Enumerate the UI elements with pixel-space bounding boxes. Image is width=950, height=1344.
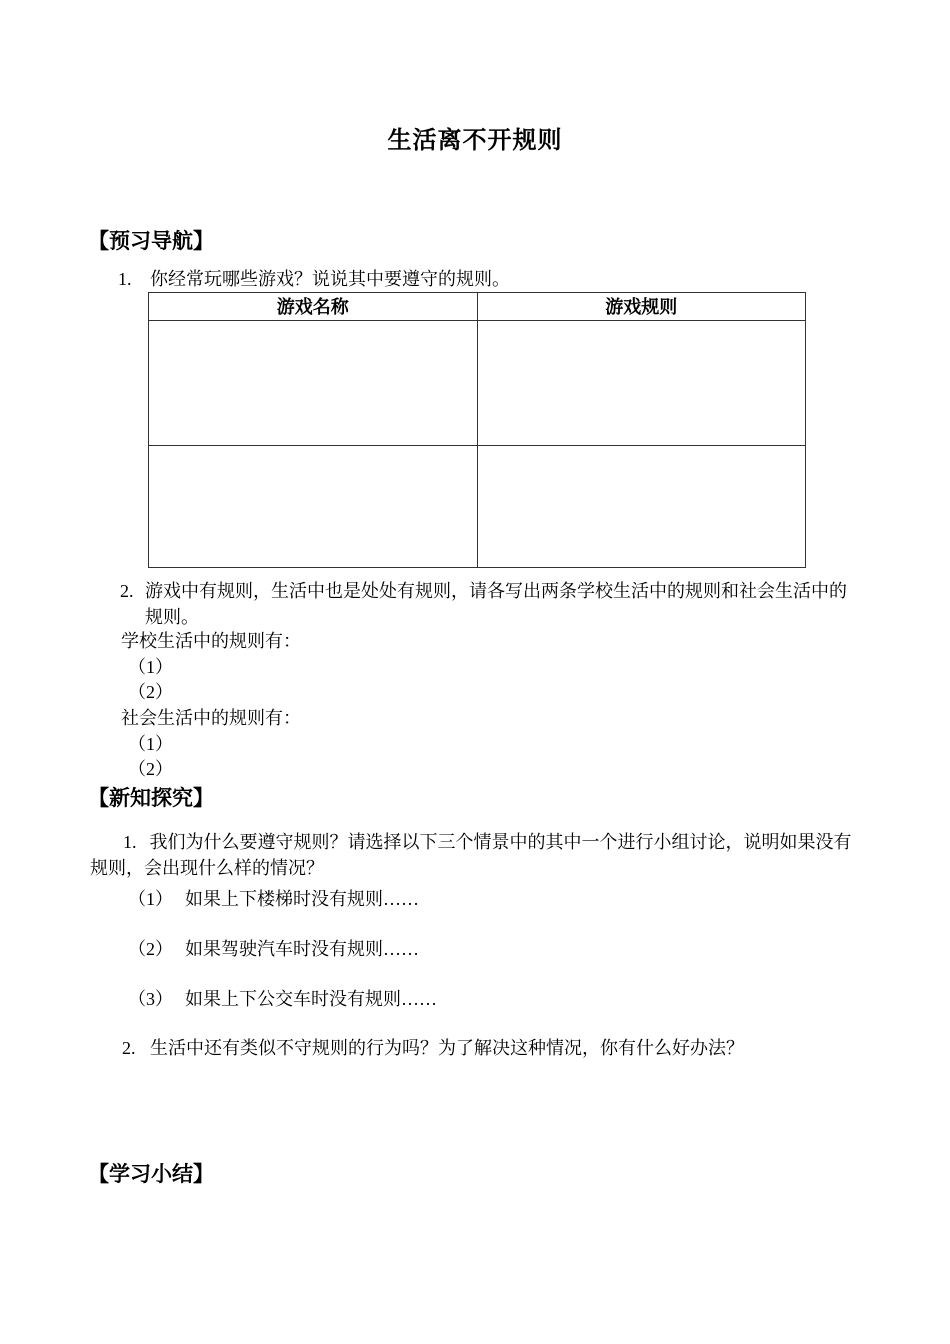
scenario-item-1 [128, 886, 419, 912]
scenario-2-number: （2） [128, 939, 173, 959]
table-cell-game-rules-1[interactable] [477, 321, 806, 446]
preview-question-1 [118, 266, 510, 292]
explore-question-2-number: 2. [122, 1038, 136, 1058]
explore-question-1-text: 我们为什么要遵守规则？请选择以下三个情景中的其中一个进行小组讨论，说明如果没有规则，会出现什么样的情况？ [90, 832, 852, 878]
explore-question-2-text: 生活中还有类似不守规则的行为吗？为了解决这种情况，你有什么好办法？ [150, 1038, 744, 1058]
school-rules-label: 学校生活中的规则有： [121, 631, 301, 651]
table-header-row [149, 293, 806, 321]
section-heading-preview: 【预习导航】 [88, 230, 214, 253]
scenario-item-3 [128, 986, 437, 1012]
explore-question-1-number: 1. [123, 832, 137, 852]
table-row [149, 321, 806, 446]
scenario-item-2 [128, 936, 419, 962]
society-rule-blank-2: （2） [128, 759, 173, 779]
document-title: 生活离不开规则 [387, 128, 563, 154]
scenario-3-text: 如果上下公交车时没有规则…… [185, 989, 437, 1009]
table-cell-game-rules-2[interactable] [477, 446, 806, 568]
section-heading-explore: 【新知探究】 [88, 787, 214, 810]
preview-question-2-text: 游戏中有规则，生活中也是处处有规则，请各写出两条学校生活中的规则和社会生活中的规则。 [145, 581, 847, 627]
preview-question-1-text: 你经常玩哪些游戏？说说其中要遵守的规则。 [150, 269, 510, 289]
scenario-3-number: （3） [128, 989, 173, 1009]
table-header-game-name: 游戏名称 [149, 293, 478, 321]
school-rule-blank-1: （1） [128, 657, 173, 677]
table-cell-game-name-2[interactable] [149, 446, 478, 568]
scenario-2-text: 如果驾驶汽车时没有规则…… [185, 939, 419, 959]
society-rule-blank-1: （1） [128, 734, 173, 754]
preview-question-1-number: 1. [118, 269, 132, 289]
table-cell-game-name-1[interactable] [149, 321, 478, 446]
section-heading-summary: 【学习小结】 [88, 1163, 214, 1186]
scenario-1-number: （1） [128, 889, 173, 909]
explore-question-2 [122, 1035, 744, 1061]
preview-question-2 [120, 578, 863, 630]
preview-question-2-number: 2. [120, 581, 134, 601]
school-rule-blank-2: （2） [128, 682, 173, 702]
table-row [149, 446, 806, 568]
explore-question-1 [90, 829, 864, 881]
society-rules-label: 社会生活中的规则有： [121, 708, 301, 728]
game-rules-table [148, 292, 806, 568]
table-header-game-rules: 游戏规则 [477, 293, 806, 321]
scenario-1-text: 如果上下楼梯时没有规则…… [185, 889, 419, 909]
